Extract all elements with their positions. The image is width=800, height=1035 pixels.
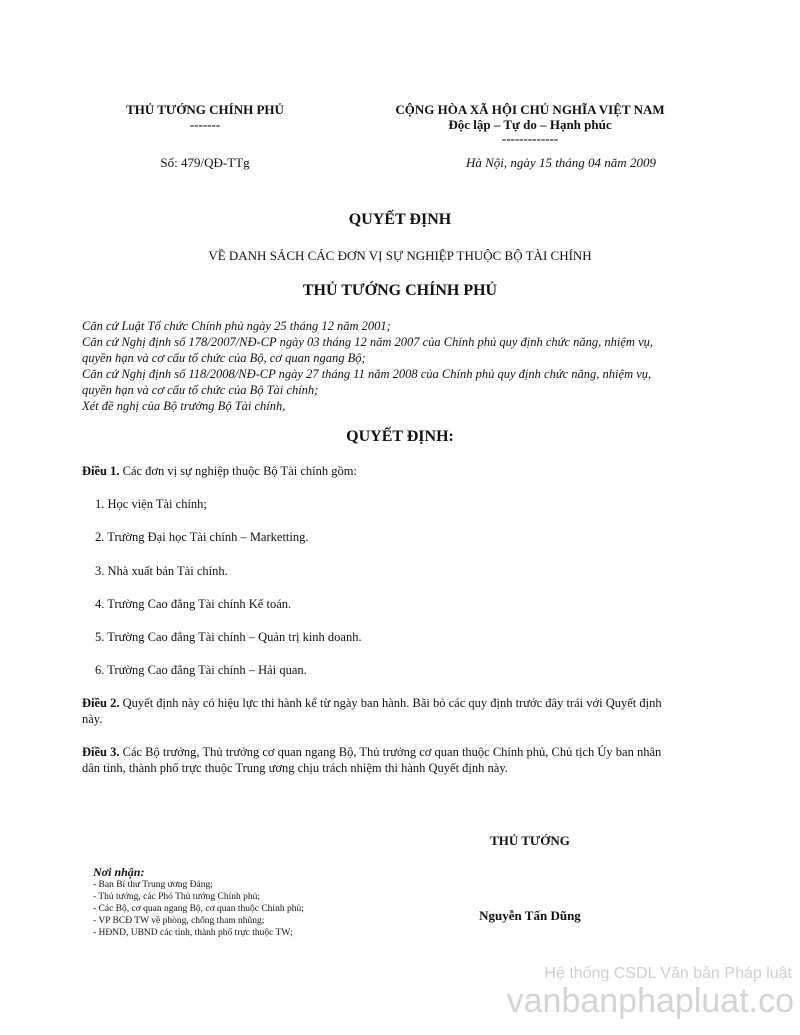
article-2-label: Điều 2. <box>82 696 120 710</box>
list-item: 3. Nhà xuất bản Tài chính. <box>95 564 228 578</box>
basis-line: quyền hạn và cơ cấu tổ chức của Bộ Tài chính; <box>82 383 319 397</box>
recipients-heading: Nơi nhận: <box>93 865 145 879</box>
decides-heading: QUYẾT ĐỊNH: <box>346 428 454 445</box>
recipient-item: - VP BCĐ TW về phòng, chống tham nhũng; <box>93 916 265 926</box>
list-item: 5. Trường Cao đẳng Tài chính – Quản trị kinh doanh. <box>95 630 362 644</box>
recipient-item: - Thủ tướng, các Phó Thủ tướng Chính phủ; <box>93 892 260 902</box>
article-1-label: Điều 1. <box>82 464 120 478</box>
basis-line: Căn cứ Nghị định số 118/2008/NĐ-CP ngày 27 tháng 11 năm 2008 của Chính phủ quy định chức năng, nhiệm vụ, <box>82 367 652 381</box>
article-3-label: Điều 3. <box>82 745 120 759</box>
country-name: CỘNG HÒA XÃ HỘI CHỦ NGHĨA VIỆT NAM <box>395 102 665 117</box>
article-1-text: Các đơn vị sự nghiệp thuộc Bộ Tài chính gồm: <box>119 464 357 478</box>
watermark-caption: Hệ thống CSDL Văn bản Pháp luật <box>544 965 792 982</box>
list-item: 1. Học viện Tài chính; <box>95 497 207 511</box>
article-3-continuation: dân tỉnh, thành phố trực thuộc Trung ương chịu trách nhiệm thi hành Quyết định này. <box>82 761 508 775</box>
basis-line: quyền hạn và cơ cấu tổ chức của Bộ, cơ quan ngang Bộ; <box>82 351 366 365</box>
issuer-title: THỦ TƯỚNG CHÍNH PHỦ <box>302 282 498 299</box>
article-1 <box>82 463 357 479</box>
basis-line: Căn cứ Nghị định số 178/2007/NĐ-CP ngày 03 tháng 12 năm 2007 của Chính phủ quy định chức năng, nhiệm vụ, <box>82 335 654 349</box>
signer-name: Nguyễn Tấn Dũng <box>479 908 581 923</box>
national-motto: Độc lập – Tự do – Hạnh phúc <box>448 117 612 132</box>
basis-line: Xét đề nghị của Bộ trưởng Bộ Tài chính, <box>82 399 286 413</box>
signer-title: THỦ TƯỚNG <box>490 833 570 848</box>
recipients-block <box>93 865 413 939</box>
article-3 <box>82 744 661 760</box>
list-item: 4. Trường Cao đẳng Tài chính Kế toán. <box>95 597 292 611</box>
basis-line: Căn cứ Luật Tổ chức Chính phủ ngày 25 tháng 12 năm 2001; <box>82 319 391 333</box>
article-2-text: Quyết định này có hiệu lực thi hành kể từ ngày ban hành. Bãi bỏ các quy định trước đây trái với Quyết định <box>119 696 662 710</box>
recipient-item: - Ban Bí thư Trung ương Đảng; <box>93 880 213 890</box>
document-number: Số: 479/QĐ-TTg <box>160 155 250 170</box>
article-2-continuation: này. <box>82 712 103 726</box>
list-item: 2. Trường Đại học Tài chính – Marketting. <box>95 530 309 544</box>
authority-separator: ------- <box>189 117 221 132</box>
issuing-authority: THỦ TƯỚNG CHÍNH PHỦ <box>126 102 284 117</box>
legal-basis <box>82 318 722 414</box>
document-type-title: QUYẾT ĐỊNH <box>348 211 452 228</box>
watermark-site: vanbanphapluat.co <box>506 982 794 1020</box>
article-3-text: Các Bộ trưởng, Thủ trưởng cơ quan ngang Bộ, Thủ trưởng cơ quan thuộc Chính phủ, Chủ tịch Ủy ban nhân <box>119 745 662 759</box>
list-item: 6. Trường Cao đẳng Tài chính – Hải quan. <box>95 663 307 677</box>
recipient-item: - Các Bộ, cơ quan ngang Bộ, cơ quan thuộc Chính phủ; <box>93 904 304 914</box>
motto-separator: ------------- <box>501 131 559 146</box>
recipient-item: - HĐND, UBND các tỉnh, thành phố trực thuộc TW; <box>93 928 293 938</box>
article-2 <box>82 695 662 711</box>
document-subject: VỀ DANH SÁCH CÁC ĐƠN VỊ SỰ NGHIỆP THUỘC BỘ TÀI CHÍNH <box>208 248 592 263</box>
place-and-date: Hà Nội, ngày 15 tháng 04 năm 2009 <box>466 155 656 170</box>
